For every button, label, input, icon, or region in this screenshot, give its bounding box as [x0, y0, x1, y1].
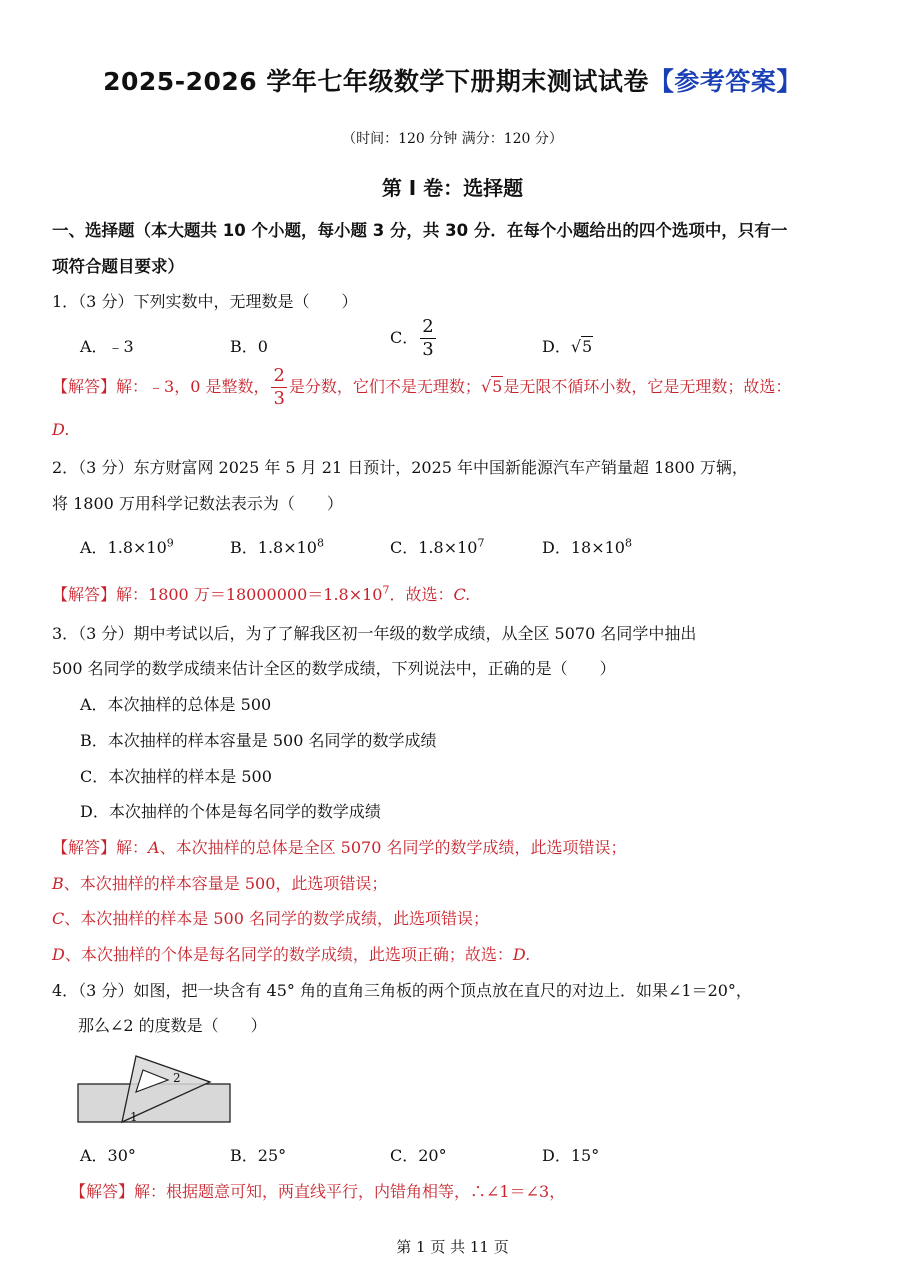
section-heading-line2: 项符合题目要求）	[52, 257, 184, 276]
q2-option-c: C．$1.8\times 10^7$	[390, 536, 485, 557]
exam-meta: （时间：120 分钟 满分：120 分）	[342, 131, 563, 147]
q3-option-d: D．本次抽样的个体是每名同学的数学成绩	[80, 802, 381, 821]
q3-answer-line1: 【解答】解：A、本次抽样的总体是全区 5070 名同学的数学成绩，此选项错误；	[52, 838, 627, 857]
q2-stem-line1: 2．（3 分）东方财富网 2025 年 5 月 21 日预计，2025 年中国新能源汽车产销量超 1800 万辆，	[52, 458, 748, 477]
q3-answer-line2: B、本次抽样的样本容量是 500，此选项错误；	[52, 874, 388, 893]
q3-stem-line2: 500 名同学的数学成绩来估计全区的数学成绩，下列说法中，正确的是（ ）	[52, 659, 616, 678]
q4-option-c: C．20°	[390, 1146, 447, 1165]
page-title	[0, 62, 905, 98]
q1-option-b: B．0	[230, 337, 268, 356]
page-footer: 第 1 页 共 11 页	[396, 1238, 509, 1256]
q1-answer-fraction: $\frac{2}{3}$	[273, 365, 285, 409]
q1-answer: 【解答】解：﹣3，0 是整数， $\frac{2}{3}$ 是分数，它们不是无理数；√5是无限不循环小数，它是无理数；故选：	[52, 365, 792, 409]
q3-answer-line4: D、本次抽样的个体是每名同学的数学成绩，此选项正确；故选：D.	[52, 945, 531, 964]
q4-answer: 【解答】解：根据题意可知，两直线平行，内错角相等，∴∠1＝∠3，	[70, 1182, 566, 1201]
q1-option-c-fraction: $\frac{2}{3}$	[422, 316, 434, 360]
q4-stem-line1: 4．（3 分）如图，把一块含有 45° 角的直角三角板的两个顶点放在直尺的对边上．如果∠1＝20°，	[52, 981, 752, 1000]
title-main: 2025-2026 学年七年级数学下册期末测试试卷	[103, 67, 649, 96]
q1-option-d: D．√5	[542, 337, 593, 356]
q3-option-a: A．本次抽样的总体是 500	[80, 695, 272, 714]
title-answer-key: 【参考答案】	[648, 67, 802, 96]
ruler-triangle-figure	[76, 1050, 236, 1130]
q2-option-a: A．$1.8\times 10^9$	[80, 536, 174, 557]
q3-stem-line1: 3．（3 分）期中考试以后，为了了解我区初一年级的数学成绩，从全区 5070 名同学中抽出	[52, 624, 697, 643]
q2-stem-line2: 将 1800 万用科学记数法表示为（ ）	[52, 494, 343, 513]
section-heading-line1: 一、选择题（本大题共 10 个小题，每小题 3 分，共 30 分．在每个小题给出的四个选项中，只有一	[52, 221, 788, 240]
sqrt-symbol: √5	[480, 377, 503, 396]
volume-heading: 第 I 卷：选择题	[381, 176, 524, 200]
q3-answer-line3: C、本次抽样的样本是 500 名同学的数学成绩，此选项错误；	[52, 909, 489, 928]
figure-label-1: 1	[130, 1110, 138, 1124]
q2-answer: 【解答】解：1800 万$=18000000=1.8\times 10^7$．故选：C.	[52, 583, 471, 604]
q1-stem: 1．（3 分）下列实数中，无理数是（ ）	[52, 292, 358, 311]
q4-option-b: B．25°	[230, 1146, 287, 1165]
q2-option-b: B．$1.8\times 10^8$	[230, 536, 324, 557]
sqrt-symbol: √5	[570, 337, 593, 356]
q4-stem-line2: 那么∠2 的度数是（ ）	[78, 1016, 267, 1035]
q3-option-b: B．本次抽样的样本容量是 500 名同学的数学成绩	[80, 731, 437, 750]
figure-label-2: 2	[173, 1071, 181, 1085]
q1-option-a: A．﹣3	[80, 337, 134, 356]
q1-answer-choice: D.	[52, 420, 70, 439]
q1-option-c: C． $\frac{2}{3}$	[390, 316, 434, 360]
q4-option-d: D．15°	[542, 1146, 600, 1165]
q4-option-a: A．30°	[80, 1146, 136, 1165]
q3-option-c: C．本次抽样的样本是 500	[80, 767, 272, 786]
q2-option-d: D．$18\times 10^8$	[542, 536, 632, 557]
